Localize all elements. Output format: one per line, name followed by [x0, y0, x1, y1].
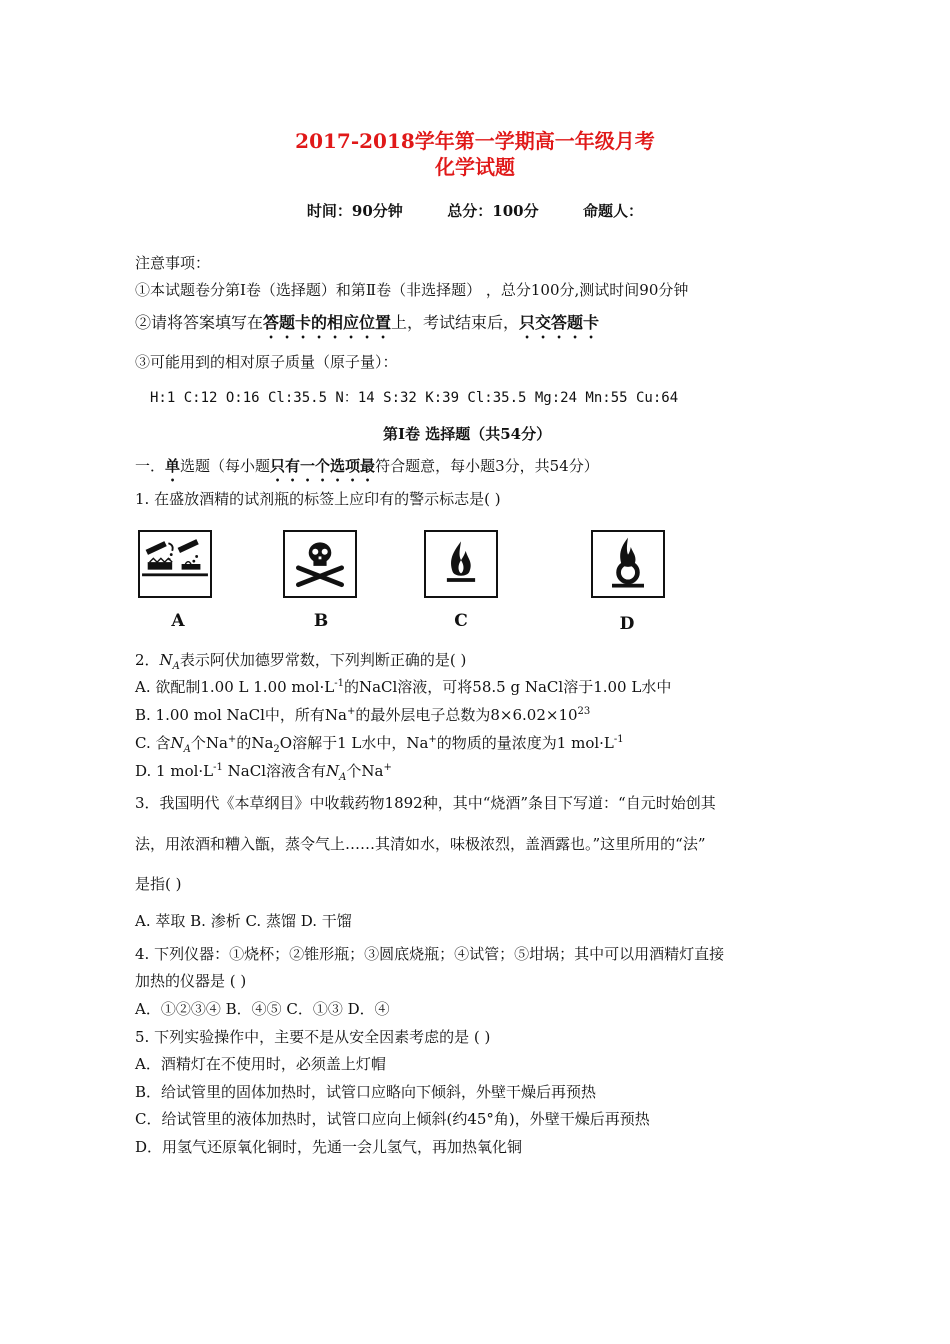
option-label-a: A: [171, 611, 185, 631]
flammable-flame-icon: [424, 530, 498, 598]
notes-heading: 注意事项：: [135, 254, 211, 272]
exam-time: 时间：90分钟: [306, 202, 403, 220]
exam-title-line2: 化学试题: [435, 155, 515, 179]
note-item-3: ③可能用到的相对原子质量（原子量）：: [135, 353, 398, 371]
q5-option-a: A．酒精灯在不使用时，必须盖上灯帽: [135, 1055, 386, 1073]
q2-option-b: B. 1.00 mol NaCl中，所有Na+的最外层电子总数为$8\times 6.02\times 10^{23}$: [135, 706, 591, 724]
exam-meta: [0, 200, 950, 221]
exam-author: 命题人：: [583, 202, 644, 220]
submit-answer-sheet-only: 只交答题卡: [519, 313, 600, 332]
option-label-b: B: [313, 611, 329, 631]
section1-heading: 第Ⅰ卷 选择题（共54分）: [383, 425, 552, 443]
note-item-1: ①本试题卷分第Ⅰ卷（选择题）和第Ⅱ卷（非选择题） ，总分100分,测试时间90分钟: [135, 281, 689, 299]
q2-option-c: C. 含$N_A$个Na+的$Na_2O$溶解于1 L水中，Na+的物质的量浓度为1 $mol\cdot L^{-1}$: [135, 734, 624, 755]
oxidizer-flame-over-circle-icon: [591, 530, 665, 598]
q5-option-b: B．给试管里的固体加热时，试管口应略向下倾斜，外壁干燥后再预热: [135, 1083, 597, 1101]
exam-total: 总分：100分: [447, 202, 539, 220]
q5-stem: 5. 下列实验操作中，主要不是从安全因素考虑的是 ( ): [135, 1028, 491, 1046]
q5-option-c: C．给试管里的液体加热时，试管口应向上倾斜(约45°角)，外壁干燥后再预热: [135, 1110, 650, 1128]
q2-stem: 2．$N_A$表示阿伏加德罗常数，下列判断正确的是( ): [135, 651, 467, 672]
q4-options: A．①②③④ B．④⑤ C．①③ D．④: [135, 1000, 390, 1018]
q3-line-2: 法，用浓酒和糟入甑，蒸令气上……其清如水，味极浓烈，盖酒露也。”这里所用的“法”: [135, 835, 706, 853]
section1-intro: 一．单选题（每小题只有一个选项最符合题意，每小题3分，共54分）: [135, 457, 599, 475]
q1-stem: 1. 在盛放酒精的试剂瓶的标签上应印有的警示标志是( ): [135, 490, 501, 508]
q3-options: A. 萃取 B. 渗析 C. 蒸馏 D. 干馏: [135, 912, 352, 930]
q4-line-1: 4. 下列仪器：①烧杯；②锥形瓶；③圆底烧瓶；④试管；⑤坩埚；其中可以用酒精灯直接: [135, 945, 725, 963]
q3-line-3: 是指( ): [135, 875, 182, 893]
q3-line-1: 3．我国明代《本草纲目》中收载药物1892种，其中“烧酒”条目下写道：“自元时始创其: [135, 794, 716, 812]
atomic-masses: H:1 C:12 O:16 Cl:35.5 N：14 S:32 K:39 Cl:35.5 Mg:24 Mn:55 Cu:64: [150, 390, 679, 406]
q4-line-2: 加热的仪器是 ( ): [135, 972, 247, 990]
option-label-d: D: [619, 614, 635, 634]
q2-option-d: D. 1 $mol\cdot L^{-1}$ NaCl溶液含有$N_A$个Na+: [135, 762, 392, 783]
q2-option-a: A. 欲配制1.00 L 1.00 $mol\cdot L^{-1}$的NaCl溶液，可将58.5 g NaCl溶于1.00 L水中: [135, 678, 672, 696]
only-one-option-emphasis: 只有一个选项最: [270, 457, 376, 475]
note-item-2: ②请将答案填写在答题卡的相应位置上，考试结束后，只交答题卡: [135, 313, 600, 332]
answer-sheet-position: 答题卡的相应位置: [263, 313, 392, 332]
corrosive-icon: [138, 530, 212, 598]
toxic-skull-icon: [283, 530, 357, 598]
q5-option-d: D．用氢气还原氧化铜时，先通一会儿氢气，再加热氧化铜: [135, 1138, 523, 1156]
option-label-c: C: [454, 611, 468, 631]
exam-title-line1: 2017-2018学年第一学期高一年级月考: [295, 129, 655, 153]
